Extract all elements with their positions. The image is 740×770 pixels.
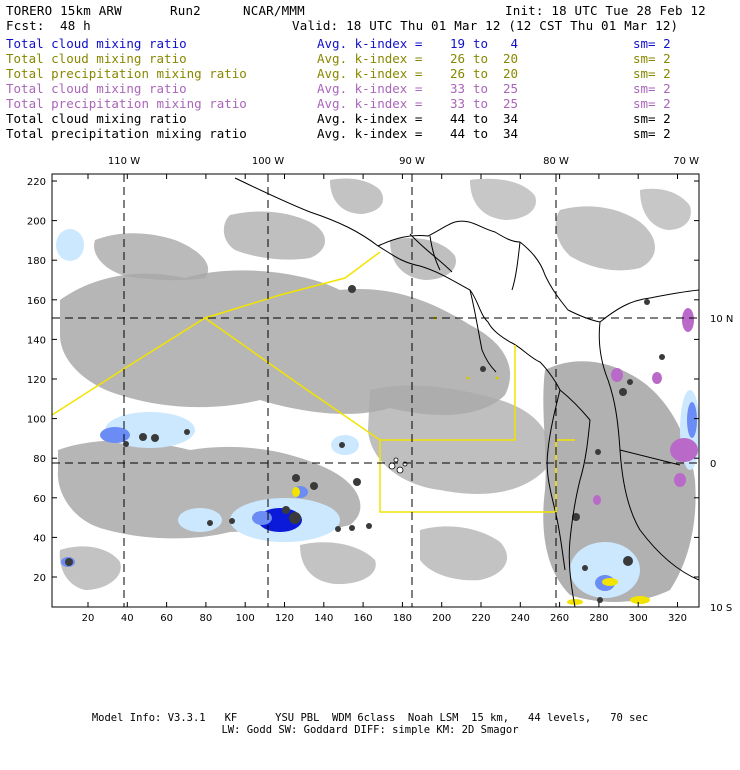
y-tick-label: 200 (26, 216, 46, 228)
field-kindex-to-word: to (473, 96, 489, 111)
field-smoothing: sm= 2 (633, 81, 671, 96)
y-tick-label: 120 (26, 375, 46, 386)
y-tick-label: 100 (26, 414, 46, 426)
y-tick-label: 20 (33, 573, 46, 584)
longitude-label: 100 W (251, 156, 285, 167)
header-init: Init: 18 UTC Tue 28 Feb 12 (505, 3, 706, 18)
longitude-label: 80 W (543, 156, 569, 167)
x-tick-label: 280 (589, 613, 609, 624)
header-org: NCAR/MMM (243, 3, 305, 18)
field-kindex-to-word: to (473, 81, 489, 96)
y-tick-label: 60 (33, 493, 46, 505)
latitude-label: 10 N (710, 314, 734, 325)
x-tick-label: 120 (274, 613, 295, 624)
field-kindex-label: Avg. k-index = (317, 126, 423, 141)
field-name: Total cloud mixing ratio (6, 51, 187, 66)
forecast-map (0, 150, 740, 770)
x-tick-label: 180 (392, 613, 412, 624)
header-model-name: TORERO 15km ARW (6, 3, 122, 18)
field-kindex-to-word: to (473, 111, 489, 126)
field-smoothing: sm= 2 (633, 96, 671, 111)
x-tick-label: 60 (160, 613, 173, 624)
footer-physics-info: LW: Godd SW: Goddard DIFF: simple KM: 2D Smagor (221, 724, 519, 736)
y-tick-label: 160 (26, 295, 46, 307)
field-kindex-from: 44 (449, 126, 465, 141)
field-kindex-from: 33 (449, 81, 465, 96)
field-smoothing: sm= 2 (633, 66, 671, 81)
field-smoothing: sm= 2 (633, 126, 671, 141)
x-tick-label: 100 (235, 613, 255, 624)
x-tick-label: 260 (550, 613, 570, 624)
field-kindex-to-word: to (473, 66, 489, 81)
field-kindex-from: 26 (449, 66, 465, 81)
field-kindex-label: Avg. k-index = (317, 96, 423, 111)
field-kindex-label: Avg. k-index = (317, 81, 423, 96)
x-tick-label: 20 (81, 613, 95, 624)
field-kindex-label: Avg. k-index = (317, 36, 423, 51)
x-tick-label: 160 (353, 613, 373, 624)
field-kindex-from: 44 (449, 111, 465, 126)
field-name: Total precipitation mixing ratio (6, 96, 247, 111)
field-kindex-to-word: to (473, 126, 489, 141)
y-tick-label: 180 (26, 256, 46, 268)
header-valid: Valid: 18 UTC Thu 01 Mar 12 (12 CST Thu 01 Mar 12) (292, 18, 679, 33)
field-name: Total precipitation mixing ratio (6, 126, 247, 141)
field-kindex-from: 26 (449, 51, 465, 66)
field-kindex-from: 33 (449, 96, 465, 111)
y-tick-label: 220 (26, 177, 46, 188)
latitude-label: 0 (710, 459, 717, 470)
field-smoothing: sm= 2 (633, 36, 671, 51)
y-tick-label: 140 (26, 335, 46, 347)
x-tick-label: 200 (432, 613, 452, 624)
field-kindex-label: Avg. k-index = (317, 51, 423, 66)
x-tick-label: 80 (199, 613, 213, 624)
field-kindex-to-word: to (473, 51, 489, 66)
field-kindex-to: 20 (502, 66, 518, 81)
header-fcst-label: Fcst: (6, 18, 45, 33)
field-kindex-to: 25 (502, 96, 518, 111)
x-tick-label: 240 (510, 613, 530, 624)
footer-model-info: Model Info: V3.3.1 KF YSU PBL WDM 6class Noah LSM 15 km, 44 levels, 70 sec (91, 712, 649, 724)
field-kindex-label: Avg. k-index = (317, 111, 423, 126)
header-run: Run2 (170, 3, 201, 18)
x-tick-label: 40 (120, 613, 134, 624)
x-tick-label: 300 (628, 613, 648, 624)
field-kindex-to: 4 (510, 36, 518, 51)
field-kindex-to: 34 (502, 111, 518, 126)
x-tick-label: 320 (667, 613, 688, 624)
field-kindex-to: 20 (502, 51, 518, 66)
field-smoothing: sm= 2 (633, 111, 671, 126)
y-tick-label: 40 (33, 533, 46, 545)
longitude-label: 70 W (673, 156, 699, 167)
field-kindex-to: 25 (502, 81, 518, 96)
header-fcst-value: 48 h (60, 18, 91, 33)
y-tick-label: 80 (33, 454, 46, 466)
x-tick-label: 220 (471, 613, 491, 624)
field-name: Total cloud mixing ratio (6, 36, 187, 51)
field-smoothing: sm= 2 (633, 51, 671, 66)
field-name: Total cloud mixing ratio (6, 81, 187, 96)
field-kindex-to: 34 (502, 126, 518, 141)
x-tick-label: 140 (314, 613, 334, 624)
longitude-label: 110 W (107, 156, 141, 167)
field-name: Total cloud mixing ratio (6, 111, 187, 126)
latitude-label: 10 S (710, 603, 733, 614)
field-kindex-label: Avg. k-index = (317, 66, 423, 81)
field-name: Total precipitation mixing ratio (6, 66, 247, 81)
field-kindex-from: 19 (449, 36, 465, 51)
longitude-label: 90 W (399, 156, 425, 167)
field-kindex-to-word: to (473, 36, 489, 51)
